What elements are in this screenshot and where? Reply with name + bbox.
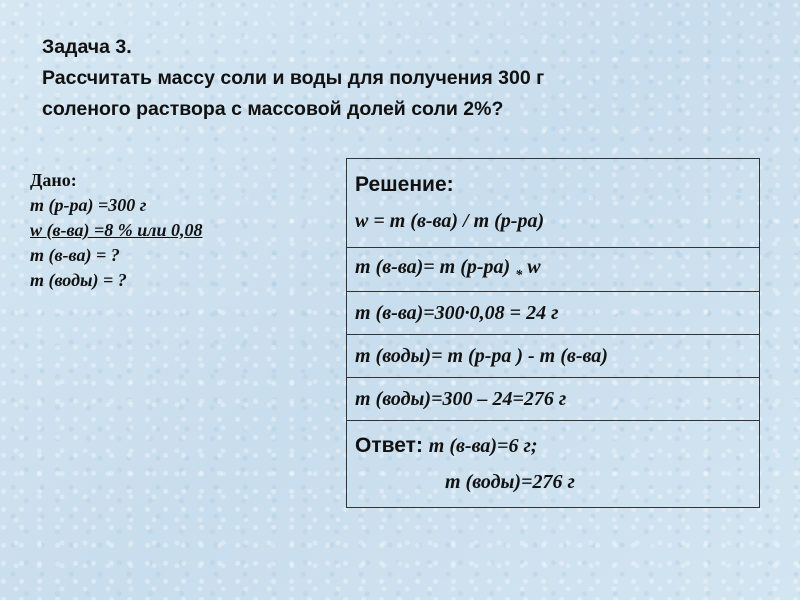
- given-line-find-water: m (воды) = ?: [30, 270, 127, 290]
- given-line-find-salt: m (в-ва) = ?: [30, 245, 120, 265]
- solution-row-3: [347, 292, 760, 335]
- given-line-solution-mass: m (р-ра) =300 г: [30, 195, 147, 215]
- solution-row-2: [347, 248, 760, 292]
- solution-step-3: m (в-ва)=300·0,08 = 24 г: [347, 292, 760, 335]
- solution-header: Решение:: [355, 173, 454, 196]
- answer-line-2: m (воды)=276 г: [445, 471, 575, 493]
- solution-row-answer: [347, 421, 760, 508]
- solution-step-2: m (в-ва)= m (р-ра) $_*$ w: [355, 255, 541, 283]
- task-text-line-1: Рассчитать массу соли и воды для получения 300 г: [42, 67, 545, 89]
- solution-row-header: [347, 159, 760, 248]
- solution-table: [346, 158, 760, 508]
- solution-step-5: m (воды)=300 – 24=276 г: [347, 378, 760, 421]
- solution-formula: w = m (в-ва) / m (р-ра): [355, 210, 545, 232]
- solution-step-4: m (воды)= m (р-ра ) - m (в-ва): [347, 335, 760, 378]
- given-block: [30, 168, 330, 293]
- task-title: [42, 32, 762, 125]
- task-number: Задача 3.: [42, 36, 132, 58]
- multiply-sign: *: [515, 267, 523, 283]
- given-label: Дано:: [30, 170, 77, 190]
- task-text-line-2: соленого раствора с массовой долей соли 2%?: [42, 98, 504, 120]
- answer-label: Ответ:: [355, 434, 429, 457]
- answer-line-1: Ответ: m (в-ва)=6 г;: [355, 434, 538, 457]
- given-line-fraction: w (в-ва) =8 % или 0,08: [30, 220, 203, 240]
- solution-row-4: [347, 335, 760, 378]
- solution-row-5: [347, 378, 760, 421]
